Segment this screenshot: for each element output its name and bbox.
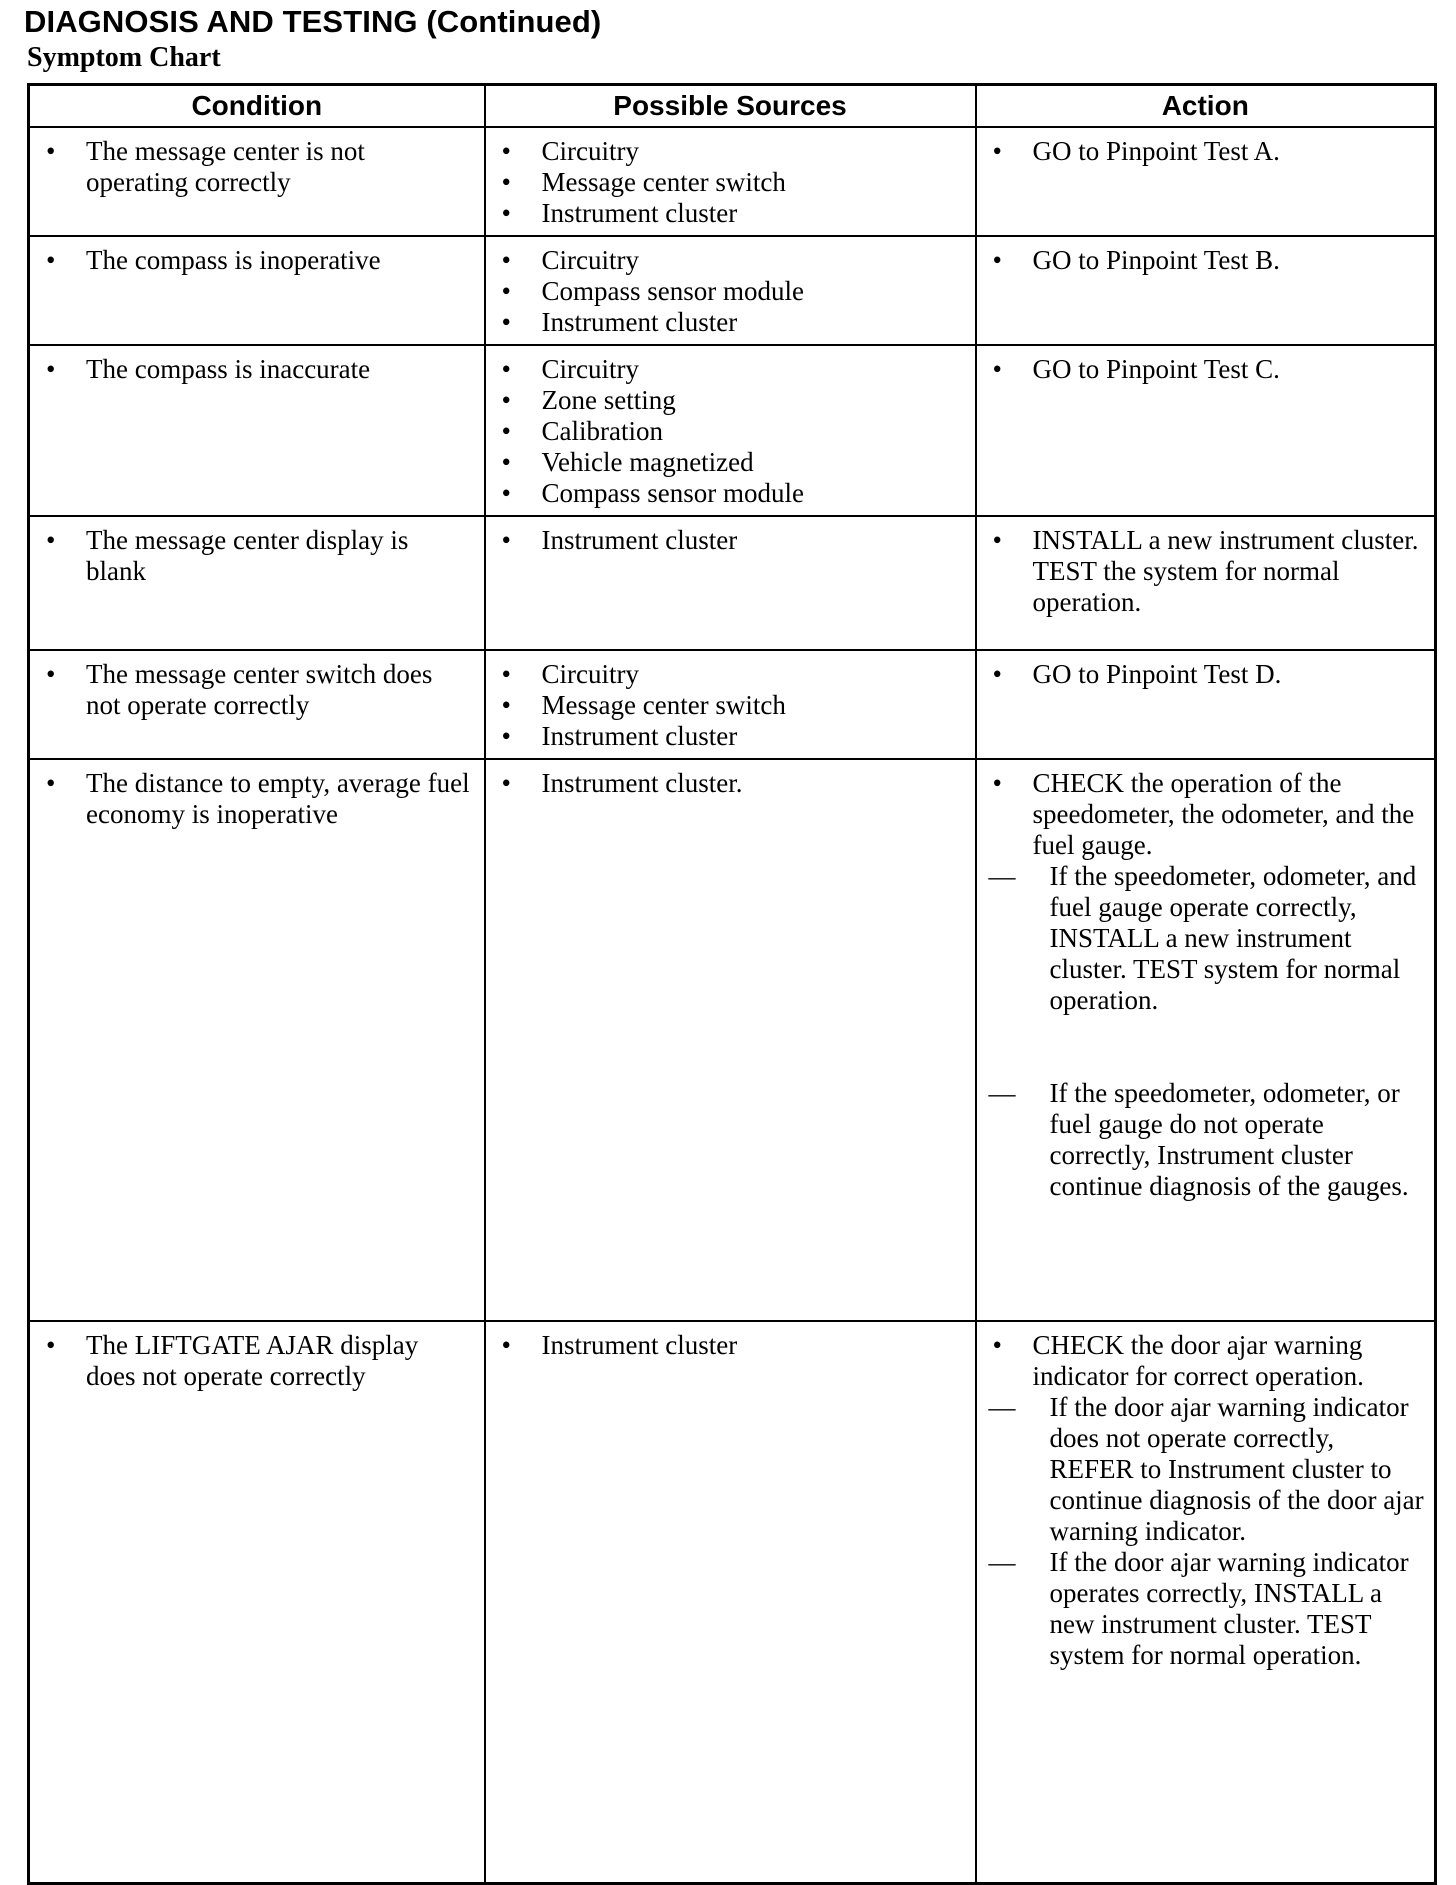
sources-cell [485, 127, 976, 236]
source-item: • Instrument cluster [496, 198, 965, 229]
sources-cell [485, 236, 976, 345]
action-text: • CHECK the door ajar warning indicator for correct operation. [987, 1330, 1425, 1392]
action-text: • INSTALL a new instrument cluster. TEST the system for normal operation. [987, 525, 1425, 618]
condition-cell [29, 516, 485, 650]
condition-cell [29, 236, 485, 345]
source-item: • Instrument cluster [496, 525, 965, 556]
source-item: • Circuitry [496, 659, 965, 690]
column-header-condition: Condition [29, 85, 485, 128]
condition-cell [29, 345, 485, 516]
action-cell [976, 516, 1436, 650]
sub-action-item: — If the speedometer, odometer, and fuel gauge operate correctly, INSTALL a new instrument cluster. TEST system for normal operation. [985, 861, 1425, 1016]
action-text: • GO to Pinpoint Test C. [987, 354, 1425, 385]
action-cell [976, 127, 1436, 236]
table-row [29, 1321, 1436, 1883]
condition-text: • The compass is inoperative [40, 245, 474, 276]
table-row [29, 759, 1436, 1321]
source-item: • Circuitry [496, 354, 965, 385]
action-text: • GO to Pinpoint Test A. [987, 136, 1425, 167]
source-item: • Instrument cluster [496, 1330, 965, 1361]
source-item: • Zone setting [496, 385, 965, 416]
condition-text: • The compass is inaccurate [40, 354, 474, 385]
sub-action-item: — If the speedometer, odometer, or fuel gauge do not operate correctly, Instrument cluster continue diagnosis of the gauges. [985, 1078, 1425, 1202]
sources-cell [485, 759, 976, 1321]
source-item: • Instrument cluster. [496, 768, 965, 799]
column-header-action: Action [976, 85, 1436, 128]
source-item: • Message center switch [496, 167, 965, 198]
source-item: • Compass sensor module [496, 276, 965, 307]
action-text: • GO to Pinpoint Test B. [987, 245, 1425, 276]
source-item: • Calibration [496, 416, 965, 447]
source-item: • Circuitry [496, 245, 965, 276]
column-header-possible-sources: Possible Sources [485, 85, 976, 128]
source-item: • Circuitry [496, 136, 965, 167]
table-row [29, 236, 1436, 345]
table-row [29, 345, 1436, 516]
table-row [29, 516, 1436, 650]
table-row [29, 127, 1436, 236]
condition-text: • The message center display is blank [40, 525, 474, 587]
source-item: • Vehicle magnetized [496, 447, 965, 478]
action-cell [976, 1321, 1436, 1883]
sources-cell [485, 650, 976, 759]
sources-cell [485, 345, 976, 516]
sources-cell [485, 516, 976, 650]
condition-text: • The LIFTGATE AJAR display does not operate correctly [40, 1330, 474, 1392]
action-text: • CHECK the operation of the speedometer, the odometer, and the fuel gauge. [987, 768, 1425, 861]
action-cell [976, 345, 1436, 516]
condition-text: • The distance to empty, average fuel economy is inoperative [40, 768, 474, 830]
condition-cell [29, 650, 485, 759]
condition-cell [29, 759, 485, 1321]
source-item: • Instrument cluster [496, 721, 965, 752]
table-header-row [29, 85, 1436, 128]
source-item: • Instrument cluster [496, 307, 965, 338]
action-text: • GO to Pinpoint Test D. [987, 659, 1425, 690]
condition-cell [29, 1321, 485, 1883]
condition-text: • The message center switch does not operate correctly [40, 659, 474, 721]
sources-cell [485, 1321, 976, 1883]
sub-action-item: — If the door ajar warning indicator does not operate correctly, REFER to Instrument cluster to continue diagnosis of the door ajar warning indicator. [985, 1392, 1425, 1547]
source-item: • Compass sensor module [496, 478, 965, 509]
symptom-chart-table [27, 83, 1437, 1885]
condition-text: • The message center is not operating correctly [40, 136, 474, 198]
page-title: DIAGNOSIS AND TESTING (Continued) [24, 4, 602, 39]
action-cell [976, 236, 1436, 345]
source-item: • Message center switch [496, 690, 965, 721]
chart-subtitle: Symptom Chart [27, 42, 221, 73]
sub-action-item: — If the door ajar warning indicator operates correctly, INSTALL a new instrument cluster. TEST system for normal operation. [985, 1547, 1425, 1671]
table-row [29, 650, 1436, 759]
action-cell [976, 759, 1436, 1321]
condition-cell [29, 127, 485, 236]
action-cell [976, 650, 1436, 759]
